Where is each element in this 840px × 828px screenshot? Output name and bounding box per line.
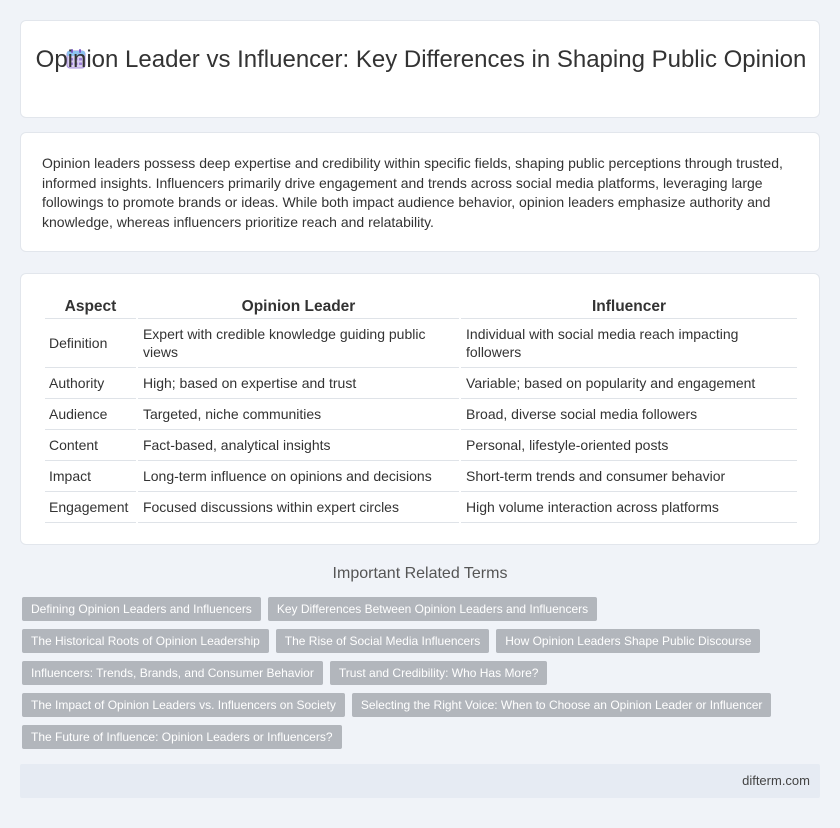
table-cell-aspect: Engagement — [45, 492, 136, 523]
table-cell-opinion-leader: Targeted, niche communities — [138, 399, 459, 430]
page-title: Opinion Leader vs Influencer: Key Differences in Shaping Public Opinion — [35, 46, 807, 73]
related-term-tag[interactable]: Key Differences Between Opinion Leaders and Influencers — [268, 597, 597, 621]
intro-paragraph: Opinion leaders possess deep expertise and credibility within specific fields, shaping public perceptions through trusted, informed insights. Influencers primarily drive engagement and trends across social media platforms, leveraging large followings to promote brands or ideas. While both impact audience behavior, opinion leaders emphasize authority and knowledge, whereas influencers prioritize reach and relatability. — [42, 155, 783, 230]
table-cell-influencer: High volume interaction across platforms — [461, 492, 797, 523]
table-cell-influencer: Short-term trends and consumer behavior — [461, 461, 797, 492]
table-cell-aspect: Content — [45, 430, 136, 461]
table-cell-opinion-leader: Focused discussions within expert circles — [138, 492, 459, 523]
related-terms-list — [22, 597, 802, 749]
table-row — [45, 461, 797, 492]
related-term-tag[interactable]: The Impact of Opinion Leaders vs. Influencers on Society — [22, 693, 345, 717]
footer — [20, 764, 820, 798]
table-cell-opinion-leader: Long-term influence on opinions and decisions — [138, 461, 459, 492]
related-term-tag[interactable]: The Rise of Social Media Influencers — [276, 629, 489, 653]
comparison-table — [43, 295, 799, 523]
related-terms-title: Important Related Terms — [332, 565, 508, 582]
table-cell-influencer: Variable; based on popularity and engagement — [461, 368, 797, 399]
table-cell-aspect: Audience — [45, 399, 136, 430]
related-term-tag[interactable]: Influencers: Trends, Brands, and Consumer Behavior — [22, 661, 323, 685]
related-term-tag[interactable]: The Future of Influence: Opinion Leaders or Influencers? — [22, 725, 342, 749]
table-cell-opinion-leader: Expert with credible knowledge guiding public views — [138, 319, 459, 368]
column-header-influencer: Influencer — [461, 295, 797, 319]
table-cell-opinion-leader: High; based on expertise and trust — [138, 368, 459, 399]
table-header-row — [45, 295, 797, 319]
table-cell-aspect: Definition — [45, 319, 136, 368]
table-row — [45, 430, 797, 461]
footer-site-link[interactable]: difterm.com — [742, 773, 810, 788]
table-cell-influencer: Individual with social media reach impacting followers — [461, 319, 797, 368]
table-cell-influencer: Broad, diverse social media followers — [461, 399, 797, 430]
column-header-opinion-leader: Opinion Leader — [138, 295, 459, 319]
comparison-table-card — [20, 273, 820, 545]
related-term-tag[interactable]: Trust and Credibility: Who Has More? — [330, 661, 548, 685]
intro-card — [20, 132, 820, 252]
header-card — [20, 20, 820, 118]
table-row — [45, 319, 797, 368]
column-header-aspect: Aspect — [45, 295, 136, 319]
table-cell-opinion-leader: Fact-based, analytical insights — [138, 430, 459, 461]
related-term-tag[interactable]: The Historical Roots of Opinion Leadership — [22, 629, 269, 653]
related-term-tag[interactable]: Selecting the Right Voice: When to Choose an Opinion Leader or Influencer — [352, 693, 772, 717]
table-cell-aspect: Authority — [45, 368, 136, 399]
related-term-tag[interactable]: Defining Opinion Leaders and Influencers — [22, 597, 261, 621]
table-cell-influencer: Personal, lifestyle-oriented posts — [461, 430, 797, 461]
related-term-tag[interactable]: How Opinion Leaders Shape Public Discourse — [496, 629, 760, 653]
table-row — [45, 368, 797, 399]
table-row — [45, 492, 797, 523]
table-row — [45, 399, 797, 430]
table-cell-aspect: Impact — [45, 461, 136, 492]
